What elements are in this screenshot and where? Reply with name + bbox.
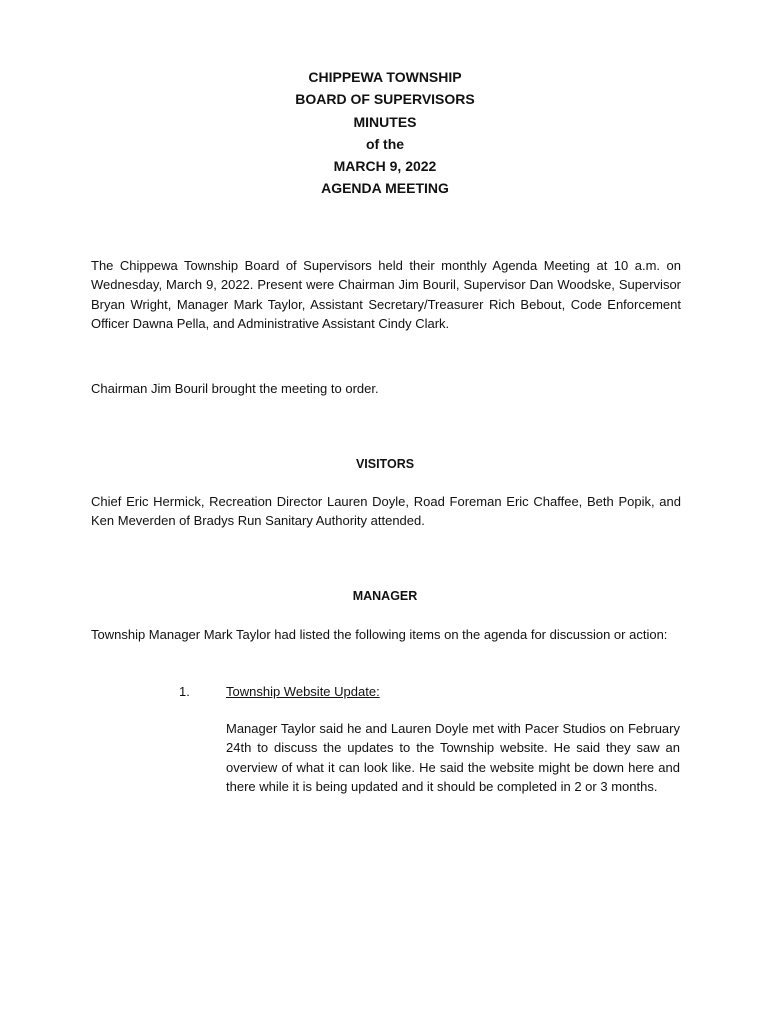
call-to-order-paragraph: Chairman Jim Bouril brought the meeting to order. [91,381,379,396]
agenda-item-title: Township Website Update: [226,684,380,699]
visitors-paragraph: Chief Eric Hermick, Recreation Director Lauren Doyle, Road Foreman Eric Chaffee, Beth Popik, and Ken Meverden of Bradys Run Sanitary Authority attended. [91,494,681,529]
title-board: BOARD OF SUPERVISORS [295,91,475,108]
title-of-the: of the [365,135,405,152]
agenda-item-number: 1. [179,684,190,699]
title-date: MARCH 9, 2022 [333,158,437,175]
title-township: CHIPPEWA TOWNSHIP [308,69,462,85]
visitors-heading: VISITORS [355,457,415,471]
manager-heading: MANAGER [352,589,418,603]
agenda-item-body: Manager Taylor said he and Lauren Doyle met with Pacer Studios on February 24th to discuss the updates to the Township website. He said they saw an overview of what it can look like. He said the website might be down here and there while it is being updated and it should be completed in 2 or 3 months. [226,721,680,795]
title-minutes: MINUTES [353,113,417,130]
manager-intro-paragraph: Township Manager Mark Taylor had listed the following items on the agenda for discussion or action: [91,627,668,642]
title-meeting-type: AGENDA MEETING [321,180,449,197]
intro-paragraph: The Chippewa Township Board of Supervisors held their monthly Agenda Meeting at 10 a.m. on Wednesday, March 9, 2022. Present were Chairman Jim Bouril, Supervisor Dan Woodske, Supervisor Bryan Wright, Manager Mark Taylor, Assistant Secretary/Treasurer Rich Bebout, Code Enforcement Officer Dawna Pella, and Administrative Assistant Cindy Clark. [91,258,681,331]
document-title-block [0,66,770,200]
